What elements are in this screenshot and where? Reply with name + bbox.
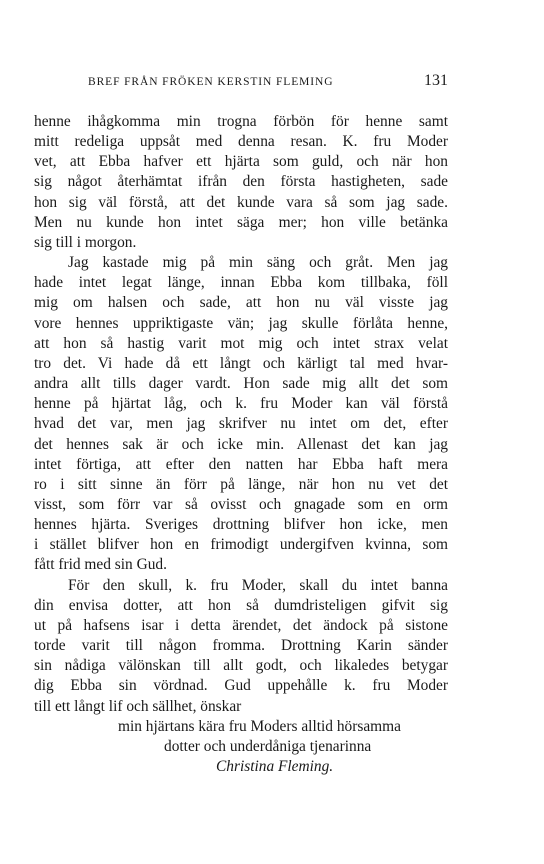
running-title: BREF FRÅN FRÖKEN KERSTIN FLEMING: [88, 76, 334, 88]
text-line: sin nådiga välönskan till allt godt, och likaledes betygar: [34, 657, 448, 675]
text-line: dig Ebba sin vördnad. Gud uppehålle k. fru Moder: [34, 677, 448, 695]
text-line: hvad det var, men jag skrifver nu intet om det, efter: [34, 415, 448, 433]
running-head: [88, 72, 448, 96]
text-line: vore hennes uppriktigaste vän; jag skulle förlåta henne,: [34, 314, 448, 332]
text-line: hade intet legat länge, innan Ebba kom tillbaka, föll: [34, 274, 448, 292]
text-line: Men nu kunde hon intet säga mer; hon ville betänka: [34, 213, 448, 231]
text-line: din envisa dotter, att hon så dumdristeligen gifvit sig: [34, 596, 448, 614]
letter-body: [34, 112, 448, 777]
text-line: i stället blifver hon en frimodigt undergifven kvinna, som: [34, 536, 448, 554]
signature: Christina Fleming.: [216, 758, 334, 775]
text-line: intet förtiga, att efter den natten har Ebba haft mera: [34, 455, 448, 473]
closing-line: dotter och underdåniga tjenarinna: [164, 737, 372, 755]
text-line: att hon så hastig varit mot mig och intet strax velat: [34, 334, 448, 352]
closing-line: min hjärtans kära fru Moders alltid hörsamma: [118, 717, 401, 735]
text-line: ut på hafsens isar i detta ärendet, det ändock på sistone: [34, 616, 448, 634]
text-line: mitt redeliga uppsåt med denna resan. K. fru Moder: [34, 133, 448, 151]
text-line: tro det. Vi hade då ett långt och kärligt tal med hvar-: [34, 354, 448, 372]
paragraph-start-line: För den skull, k. fru Moder, skall du intet banna: [68, 576, 448, 594]
paragraph-start-line: Jag kastade mig på min säng och gråt. Men jag: [68, 254, 448, 272]
text-line: hennes hjärta. Sveriges drottning blifver hon icke, men: [34, 516, 448, 534]
text-line: visst, som förr var så ovisst och gnagade som en orm: [34, 495, 448, 513]
text-line: fått frid med sin Gud.: [34, 556, 167, 574]
text-line: ro i sitt sinne än förr på länge, när hon nu vet det: [34, 475, 448, 493]
text-line: hon sig väl förstå, att det kunde vara så som jag sade.: [34, 193, 448, 211]
text-line: andra allt tills dager vardt. Hon sade mig allt det som: [34, 375, 448, 393]
text-line: torde varit till någon fromma. Drottning Karin sänder: [34, 637, 448, 655]
text-line: henne ihågkomma min trogna förbön för henne samt: [34, 113, 448, 130]
text-line: till ett långt lif och sällhet, önskar: [34, 697, 242, 715]
text-line: mig om halsen och sade, att hon nu väl visste jag: [34, 294, 448, 312]
text-line: vet, att Ebba hafver ett hjärta som guld, och när hon: [34, 153, 448, 171]
text-line: det hennes sak är och icke min. Allenast det kan jag: [34, 435, 448, 453]
text-line: sig till i morgon.: [34, 233, 137, 251]
page-number: 131: [424, 72, 448, 89]
text-line: sig något återhämtat ifrån den första hastigheten, sade: [34, 173, 448, 191]
text-line: henne på hjärtat låg, och k. fru Moder kan väl förstå: [34, 395, 448, 413]
